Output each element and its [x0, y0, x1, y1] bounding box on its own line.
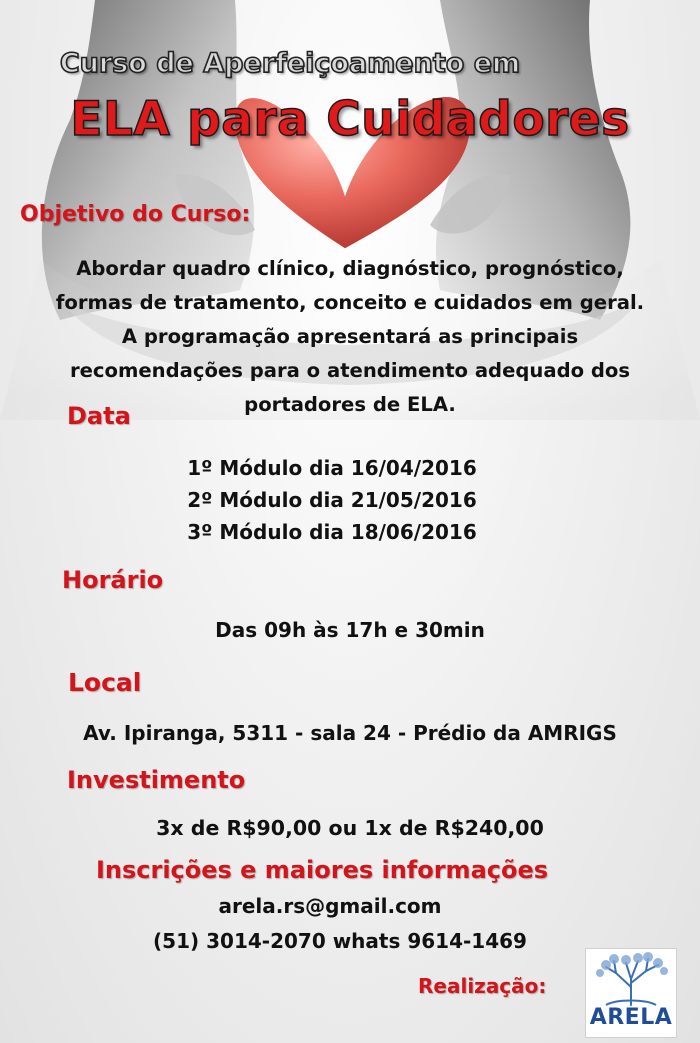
- investment-heading: Investimento: [67, 766, 246, 794]
- objective-line: A programação apresentará as principais: [121, 325, 579, 348]
- objective-text: [0, 252, 700, 422]
- module-date: 3º Módulo dia 18/06/2016: [187, 520, 477, 544]
- course-title: ELA para Cuidadores: [70, 92, 630, 147]
- module-list: [0, 452, 682, 548]
- objective-line: portadores de ELA.: [244, 393, 456, 416]
- objective-heading: Objetivo do Curso:: [20, 202, 251, 227]
- location-heading: Local: [68, 668, 142, 697]
- investment-text: 3x de R$90,00 ou 1x de R$240,00: [156, 816, 544, 840]
- objective-line: Abordar quadro clínico, diagnóstico, prognóstico,: [76, 257, 624, 280]
- schedule-heading: Horário: [62, 566, 164, 594]
- contact-email: arela.rs@gmail.com: [218, 894, 442, 918]
- course-subtitle: Curso de Aperfeiçoamento em: [59, 48, 521, 79]
- schedule-text: Das 09h às 17h e 30min: [215, 618, 485, 642]
- registration-heading: Inscrições e maiores informações: [95, 856, 549, 884]
- module-date: 1º Módulo dia 16/04/2016: [187, 456, 477, 480]
- contact-phone: (51) 3014-2070 whats 9614-1469: [153, 929, 527, 953]
- tree-icon: [586, 949, 676, 1007]
- arela-logo: [585, 948, 677, 1038]
- module-date: 2º Módulo dia 21/05/2016: [187, 488, 477, 512]
- objective-line: recomendações para o atendimento adequado dos: [69, 359, 631, 382]
- objective-line: formas de tratamento, conceito e cuidados em geral.: [55, 291, 645, 314]
- date-heading: Data: [67, 402, 131, 430]
- location-text: Av. Ipiranga, 5311 - sala 24 - Prédio da AMRIGS: [83, 721, 617, 745]
- organizer-label: Realização:: [418, 974, 547, 998]
- logo-wordmark: ARELA: [589, 1005, 673, 1030]
